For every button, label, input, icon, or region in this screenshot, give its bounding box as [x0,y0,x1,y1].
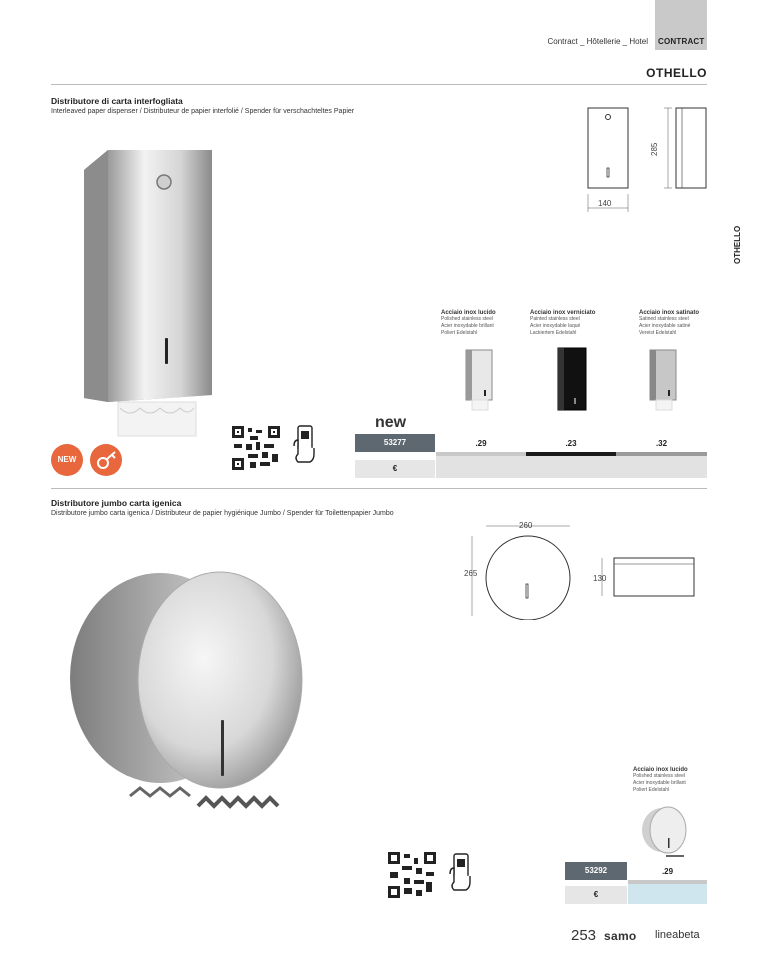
side-label: OTHELLO [733,225,742,264]
finish-satin [639,310,709,337]
dim-width: 140 [598,199,612,208]
key-icon-badge [90,444,122,476]
product1-subtitle: Interleaved paper dispenser / Distributeur de papier interfolié / Spender für verschachteltes Papier [51,108,355,115]
product1-code: 53277 [355,434,435,452]
dim-height: 285 [650,142,659,156]
thumb-polished [462,346,496,416]
qr-code-icon [232,426,280,470]
finish-painted [530,310,616,337]
finish-line: Acier inoxydable laqué [530,323,581,329]
collection-title: OTHELLO [646,66,707,80]
product1-technical-drawing [582,102,710,214]
thumb-satin [646,346,680,416]
price-row [436,456,707,478]
price-row [628,884,707,904]
thumb-painted [554,346,590,416]
finish-line: Satined stainless steel [639,316,689,322]
finish-line: Poliert Edelstahl [633,787,670,793]
finish-line: Acier inoxydable satiné [639,323,691,329]
finish-line: Polished stainless steel [441,316,493,322]
finish-line: Polished stainless steel [633,773,685,779]
product-line: lineabeta [655,929,700,941]
finish-line: Poliert Edelstahl [441,330,478,336]
finish-name: Acciaio inox satinato [639,310,700,316]
finish-name: Acciaio inox lucido [441,310,496,316]
finish-line: Painted stainless steel [530,316,580,322]
phone-scan-icon [446,852,476,894]
page-number: 253 [571,927,597,944]
product2-technical-drawing [462,520,712,620]
finish-line: Vereist Edelstahl [639,330,677,336]
header-tab [655,0,707,50]
new-badge: NEW [51,444,83,476]
finish-name: Acciaio inox verniciato [530,310,596,316]
product2-subtitle: Distributore jumbo carta igenica / Distributeur de papier hygiénique Jumbo / Spender für Toilettenpapier Jumbo [51,510,394,517]
finish-line: Acier inoxydable brillant [633,780,686,786]
dim-width: 260 [519,521,533,530]
product1-title: Distributore di carta interfogliata [51,96,183,106]
divider [51,488,707,489]
product2-currency: € [565,886,627,904]
header-tab-label: CONTRACT [658,37,705,46]
finish-name: Acciaio inox lucido [633,767,688,773]
interleaved-dispenser-photo [76,140,226,445]
phone-scan-icon [290,424,320,466]
thumb-jumbo-polished [638,804,690,860]
suffix-polished: .29 [475,439,487,448]
product1-currency: € [355,460,435,478]
finish-line: Acier inoxydable brillant [441,323,494,329]
suffix-painted: .23 [565,439,577,448]
product2-suffix: .29 [661,867,674,876]
dim-depth: 130 [593,574,607,583]
finish-polished [441,310,527,337]
divider [51,84,707,85]
product2-finish-polished [633,767,709,794]
finish-line: Lackiertem Edelstahl [530,330,577,336]
qr-code-icon [388,852,436,898]
product2-title: Distributore jumbo carta igenica [51,498,182,508]
key-icon [90,444,122,476]
dim-height: 265 [464,569,478,578]
jumbo-dispenser-photo [70,568,310,813]
suffix-satin: .32 [655,439,668,448]
product2-code: 53292 [565,862,627,880]
brand-logo: samo [604,929,637,943]
new-label: new [375,414,407,431]
header-sections: Contract _ Hôtellerie _ Hotel [547,37,648,46]
